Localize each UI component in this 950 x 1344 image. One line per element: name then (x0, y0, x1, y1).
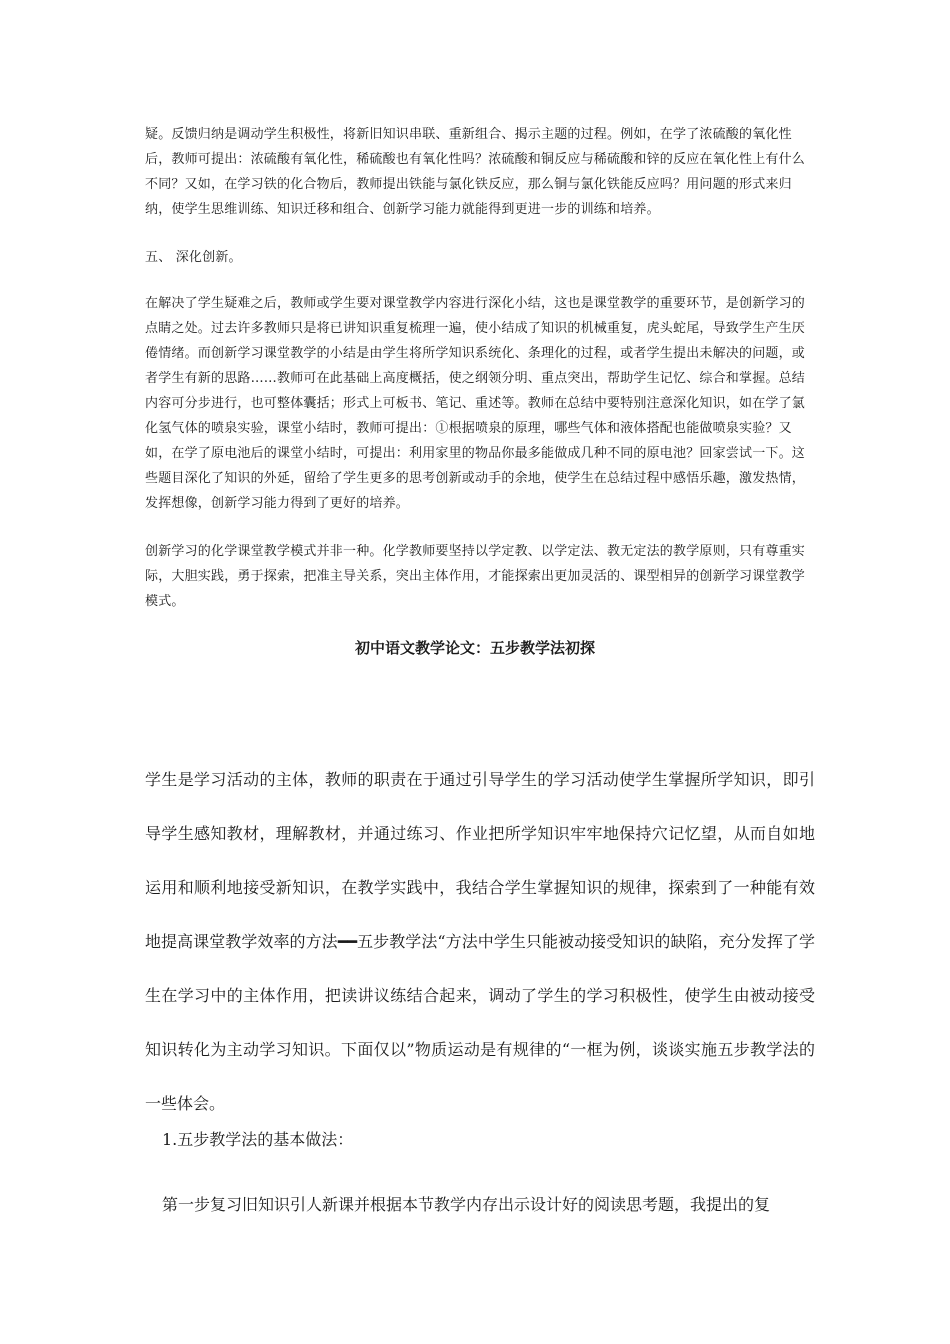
section-heading-deepen-innovation: 五、 深化创新。 (145, 250, 242, 265)
article-section-heading-1: 1.五步教学法的基本做法： (162, 1130, 354, 1149)
article-title: 初中语文教学论文：五步教学法初探 (354, 639, 595, 657)
paragraph-feedback-summary: 疑。反馈归纳是调动学生积极性，将新旧知识串联、重新组合、揭示主题的过程。例如，在学了浓硫酸的氧化性后，教师可提出：浓硫酸有氧化性，稀硫酸也有氧化性吗？浓硫酸和铜反应与稀硫酸和锌的反应在氧化性上有什么不同？又如，在学习铁的化合物后，教师提出铁能与氯化铁反应，那么铜与氯化铁能反应吗？用问题的形式来归纳，使学生思维训练、知识迁移和组合、创新学习能力就能得到更进一步的训练和培养。 (145, 127, 806, 217)
paragraph-deepen-summary: 在解决了学生疑难之后，教师或学生要对课堂教学内容进行深化小结，这也是课堂教学的重要环节，是创新学习的点睛之处。过去许多教师只是将已讲知识重复梳理一遍，使小结成了知识的机械重复，虎头蛇尾，导致学生产生厌倦情绪。而创新学习课堂教学的小结是由学生将所学知识系统化、条理化的过程，或者学生提出未解决的问题，或者学生有新的思路……教师可在此基础上高度概括，使之纲领分明、重点突出，帮助学生记忆、综合和掌握。总结内容可分步进行，也可整体囊括；形式上可板书、笔记、重述等。教师在总结中要特别注意深化知识，如在学了氯化氢气体的喷泉实验，课堂小结时，教师可提出：①根据喷泉的原理，哪些气体和液体搭配也能做喷泉实验？又如，在学了原电池后的课堂小结时，可提出：利用家里的物品你最多能做成几种不同的原电池？回家尝试一下。这些题目深化了知识的外延，留给了学生更多的思考创新或动手的余地，使学生在总结过程中感悟乐趣，激发热情，发挥想像，创新学习能力得到了更好的培养。 (145, 296, 806, 511)
article-intro-paragraph: 学生是学习活动的主体，教师的职责在于通过引导学生的学习活动使学生掌握所学知识，即引导学生感知教材，理解教材，并通过练习、作业把所学知识牢牢地保持穴记忆望，从而自如地运用和顺利地接受新知识，在教学实践中，我结合学生掌握知识的规律，探索到了一种能有效地提高课堂教学效率的方法━━五步教学法“方法中学生只能被动接受知识的缺陷，充分发挥了学生在学习中的主体作用，把读讲议练结合起来，调动了学生的学习积极性，使学生由被动接受知识转化为主动学习知识。下面仅以”物质运动是有规律的“一框为例，谈谈实施五步教学法的一些体会。 (145, 770, 815, 1113)
article-step-1-paragraph: 第一步复习旧知识引人新课并根据本节教学内存出示设计好的阅读思考题，我提出的复 (162, 1195, 771, 1214)
paragraph-conclusion: 创新学习的化学课堂教学模式并非一种。化学教师要坚持以学定教、以学定法、教无定法的教学原则，只有尊重实际，大胆实践，勇于探索，把准主导关系，突出主体作用，才能探索出更加灵活的、课型相异的创新学习课堂教学模式。 (145, 544, 806, 609)
